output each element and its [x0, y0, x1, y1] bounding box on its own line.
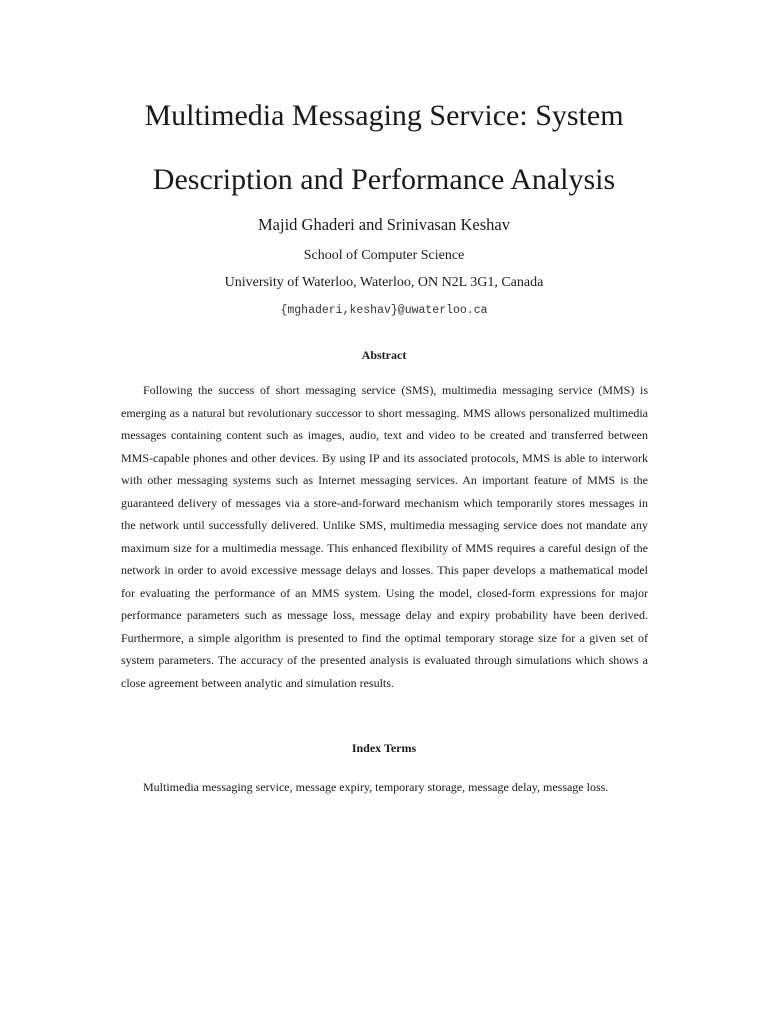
paper-title-line-2: Description and Performance Analysis: [152, 163, 616, 196]
abstract-heading: Abstract: [361, 348, 407, 362]
affiliation-department: School of Computer Science: [303, 248, 465, 263]
abstract-text: Following the success of short messaging service (SMS), multimedia messaging service (MMS) is emerging as a natural but revolutionary successor to short messaging. MMS allows personalized multimedia messages containing content such as images, audio, text and video to be created and transferred between MMS-capable phones and other devices. By using IP and its associated protocols, MMS is able to interwork with other messaging systems such as Internet messaging services. An important feature of MMS is the guaranteed delivery of messages via a store-and-forward mechanism which temporarily stores messages in the network until successfully delivered. Unlike SMS, multimedia messaging service does not mandate any maximum size for a multimedia message. This enhanced flexibility of MMS requires a careful design of the network in order to avoid excessive message delays and losses. This paper develops a mathematical model for evaluating the performance of an MMS system. Using the model, closed-form expressions for major performance parameters such as message loss, message delay and expiry probability have been derived. Furthermore, a simple algorithm is presented to find the optimal temporary storage size for a given set of system parameters. The accuracy of the presented analysis is evaluated through simulations which shows a close agreement between analytic and simulation results.: [121, 383, 648, 690]
affiliation-university: University of Waterloo, Waterloo, ON N2L 3G1, Canada: [224, 275, 544, 290]
author-email: {mghaderi,keshav}@uwaterloo.ca: [280, 304, 488, 317]
index-terms-heading: Index Terms: [351, 741, 417, 755]
index-terms-text: Multimedia messaging service, message expiry, temporary storage, message delay, message loss.: [143, 780, 609, 794]
paper-title-line-1: Multimedia Messaging Service: System: [144, 99, 624, 132]
paper-title: [0, 84, 768, 212]
paper-authors: Majid Ghaderi and Srinivasan Keshav: [257, 215, 511, 234]
